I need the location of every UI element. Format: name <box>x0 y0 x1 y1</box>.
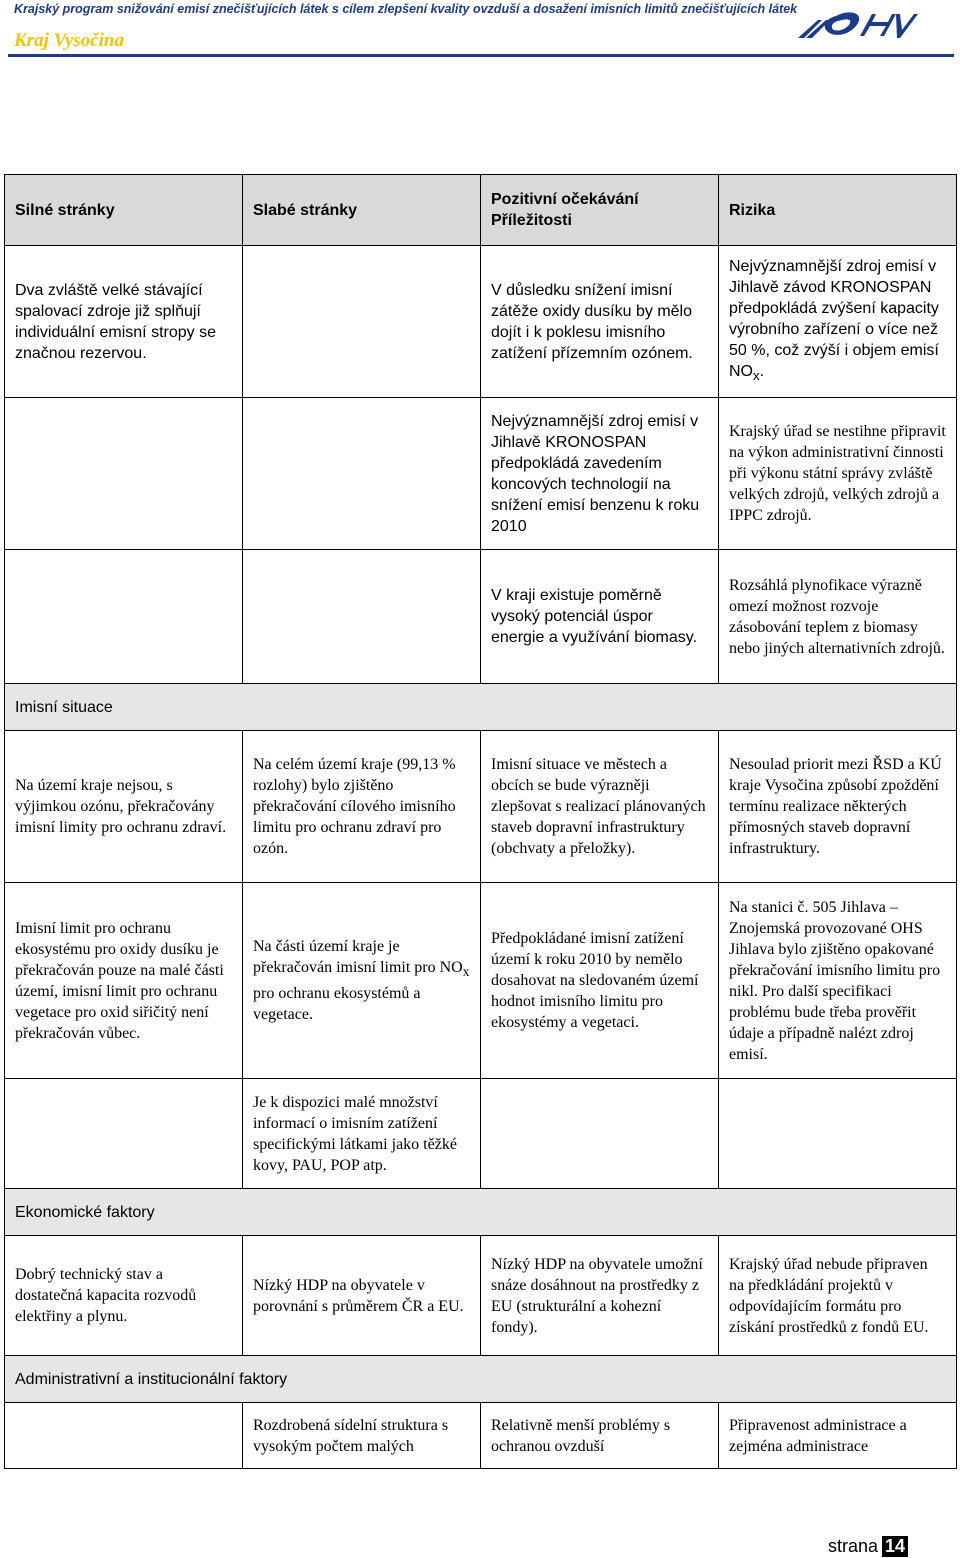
cell-risk: Rozsáhlá plynofikace výrazně omezí možnost rozvoje zásobování teplem z biomasy nebo jiných alternativních zdrojů. <box>719 550 957 684</box>
header-strengths: Silné stránky <box>5 175 243 246</box>
cell-risk: Připravenost administrace a zejména administrace <box>719 1403 957 1469</box>
table-row <box>5 1236 957 1356</box>
section-title-administrativni-faktory: Administrativní a institucionální faktory <box>5 1356 957 1403</box>
cell-risk: Krajský úřad nebude připraven na předkládání projektů v odpovídajícím formátu pro získání prostředků z fondů EU. <box>719 1236 957 1356</box>
program-title: Krajský program snižování emisí znečišťujících látek s cílem zlepšení kvality ovzduší a dosažení imisních limitů znečišťujících látek <box>14 2 798 16</box>
cell-strength <box>5 1403 243 1469</box>
header-divider <box>8 54 954 57</box>
cell-risk-text: Nejvýznamnější zdroj emisí v Jihlavě závod KRONOSPAN předpokládá zvýšení kapacity výrobního zařízení o více než 50 %, což zvýší i objem emisí NO <box>729 258 939 381</box>
cell-risk: Nesoulad priorit mezi ŘSD a KÚ kraje Vysočina způsobí zpoždění termínu realizace některých přímosných staveb dopravní infrastruktury. <box>719 731 957 883</box>
table-row <box>5 550 957 684</box>
header-opportunities <box>481 175 719 246</box>
section-title-imisni-situace: Imisní situace <box>5 684 957 731</box>
cell-weakness-text: Na části území kraje je překračován imisní limit pro NO <box>253 938 463 977</box>
ohv-logo <box>796 8 920 44</box>
page-label: strana <box>828 1536 879 1556</box>
subscript-x: x <box>753 368 760 384</box>
cell-risk-tail: . <box>759 363 765 381</box>
cell-weakness: Na celém území kraje (99,13 % rozlohy) bylo zjištěno překračování cílového imisního limitu pro ochranu zdraví pro ozón. <box>243 731 481 883</box>
cell-strength: Dva zvláště velké stávající spalovací zdroje již splňují individuální emisní stropy se značnou rezervou. <box>5 246 243 398</box>
table-row <box>5 1079 957 1189</box>
cell-opportunity: Nízký HDP na obyvatele umožní snáze dosáhnout na prostředky z EU (strukturální a kohezní fondy). <box>481 1236 719 1356</box>
cell-risk <box>719 1079 957 1189</box>
section-title-ekonomicke-faktory: Ekonomické faktory <box>5 1189 957 1236</box>
header-opportunities-line1: Pozitivní očekávání <box>491 191 639 208</box>
table-row <box>5 398 957 550</box>
cell-opportunity: V kraji existuje poměrně vysoký potenciál úspor energie a využívání biomasy. <box>481 550 719 684</box>
cell-opportunity: Imisní situace ve městech a obcích se bude výrazněji zlepšovat s realizací plánovaných staveb dopravní infrastruktury (obchvaty a přeložky). <box>481 731 719 883</box>
cell-opportunity: Nejvýznamnější zdroj emisí v Jihlavě KRONOSPAN předpokládá zavedením koncových technologií na snížení emisí benzenu k roku 2010 <box>481 398 719 550</box>
subscript-x: x <box>462 964 470 980</box>
table-row <box>5 1403 957 1469</box>
page-footer <box>828 1536 908 1557</box>
region-name: Kraj Vysočina <box>14 30 124 51</box>
cell-weakness: Rozdrobená sídelní struktura s vysokým počtem malých <box>243 1403 481 1469</box>
header-weaknesses: Slabé stránky <box>243 175 481 246</box>
swot-table <box>4 174 957 1469</box>
page-number: 14 <box>882 1536 908 1557</box>
cell-weakness <box>243 883 481 1079</box>
cell-strength: Na území kraje nejsou, s výjimkou ozónu, překračovány imisní limity pro ochranu zdraví. <box>5 731 243 883</box>
cell-weakness <box>243 246 481 398</box>
cell-weakness <box>243 398 481 550</box>
section-row <box>5 684 957 731</box>
cell-risk <box>719 246 957 398</box>
cell-weakness: Je k dispozici malé množství informací o imisním zatížení specifickými látkami jako těžké kovy, PAU, POP atp. <box>243 1079 481 1189</box>
cell-opportunity: V důsledku snížení imisní zátěže oxidy dusíku by mělo dojít i k poklesu imisního zatížení přízemním ozónem. <box>481 246 719 398</box>
cell-strength: Imisní limit pro ochranu ekosystému pro oxidy dusíku je překračován pouze na malé části území, imisní limit pro ochranu vegetace pro oxid siřičitý není překračován vůbec. <box>5 883 243 1079</box>
table-row <box>5 731 957 883</box>
table-header-row <box>5 175 957 246</box>
cell-opportunity: Relativně menší problémy s ochranou ovzduší <box>481 1403 719 1469</box>
cell-strength <box>5 1079 243 1189</box>
header-risks: Rizika <box>719 175 957 246</box>
section-row <box>5 1189 957 1236</box>
cell-weakness: Nízký HDP na obyvatele v porovnání s průměrem ČR a EU. <box>243 1236 481 1356</box>
section-row <box>5 1356 957 1403</box>
cell-weakness <box>243 550 481 684</box>
header-opportunities-line2: Příležitosti <box>491 212 572 229</box>
cell-opportunity <box>481 1079 719 1189</box>
cell-weakness-tail: pro ochranu ekosystémů a vegetace. <box>253 984 421 1023</box>
cell-risk: Krajský úřad se nestihne připravit na výkon administrativní činnosti při výkonu státní správy zvláště velkých zdrojů, velkých zdrojů a IPPC zdrojů. <box>719 398 957 550</box>
cell-strength: Dobrý technický stav a dostatečná kapacita rozvodů elektřiny a plynu. <box>5 1236 243 1356</box>
table-row <box>5 883 957 1079</box>
cell-strength <box>5 550 243 684</box>
cell-strength <box>5 398 243 550</box>
table-row <box>5 246 957 398</box>
cell-risk: Na stanici č. 505 Jihlava – Znojemská provozované OHS Jihlava bylo zjištěno opakované překračování imisního limitu pro nikl. Pro další specifikaci problému bude třeba prověřit údaje a případně nalézt zdroj emisí. <box>719 883 957 1079</box>
cell-opportunity: Předpokládané imisní zatížení území k roku 2010 by nemělo dosahovat na sledovaném území hodnot imisního limitu pro ekosystémy a vegetaci. <box>481 883 719 1079</box>
